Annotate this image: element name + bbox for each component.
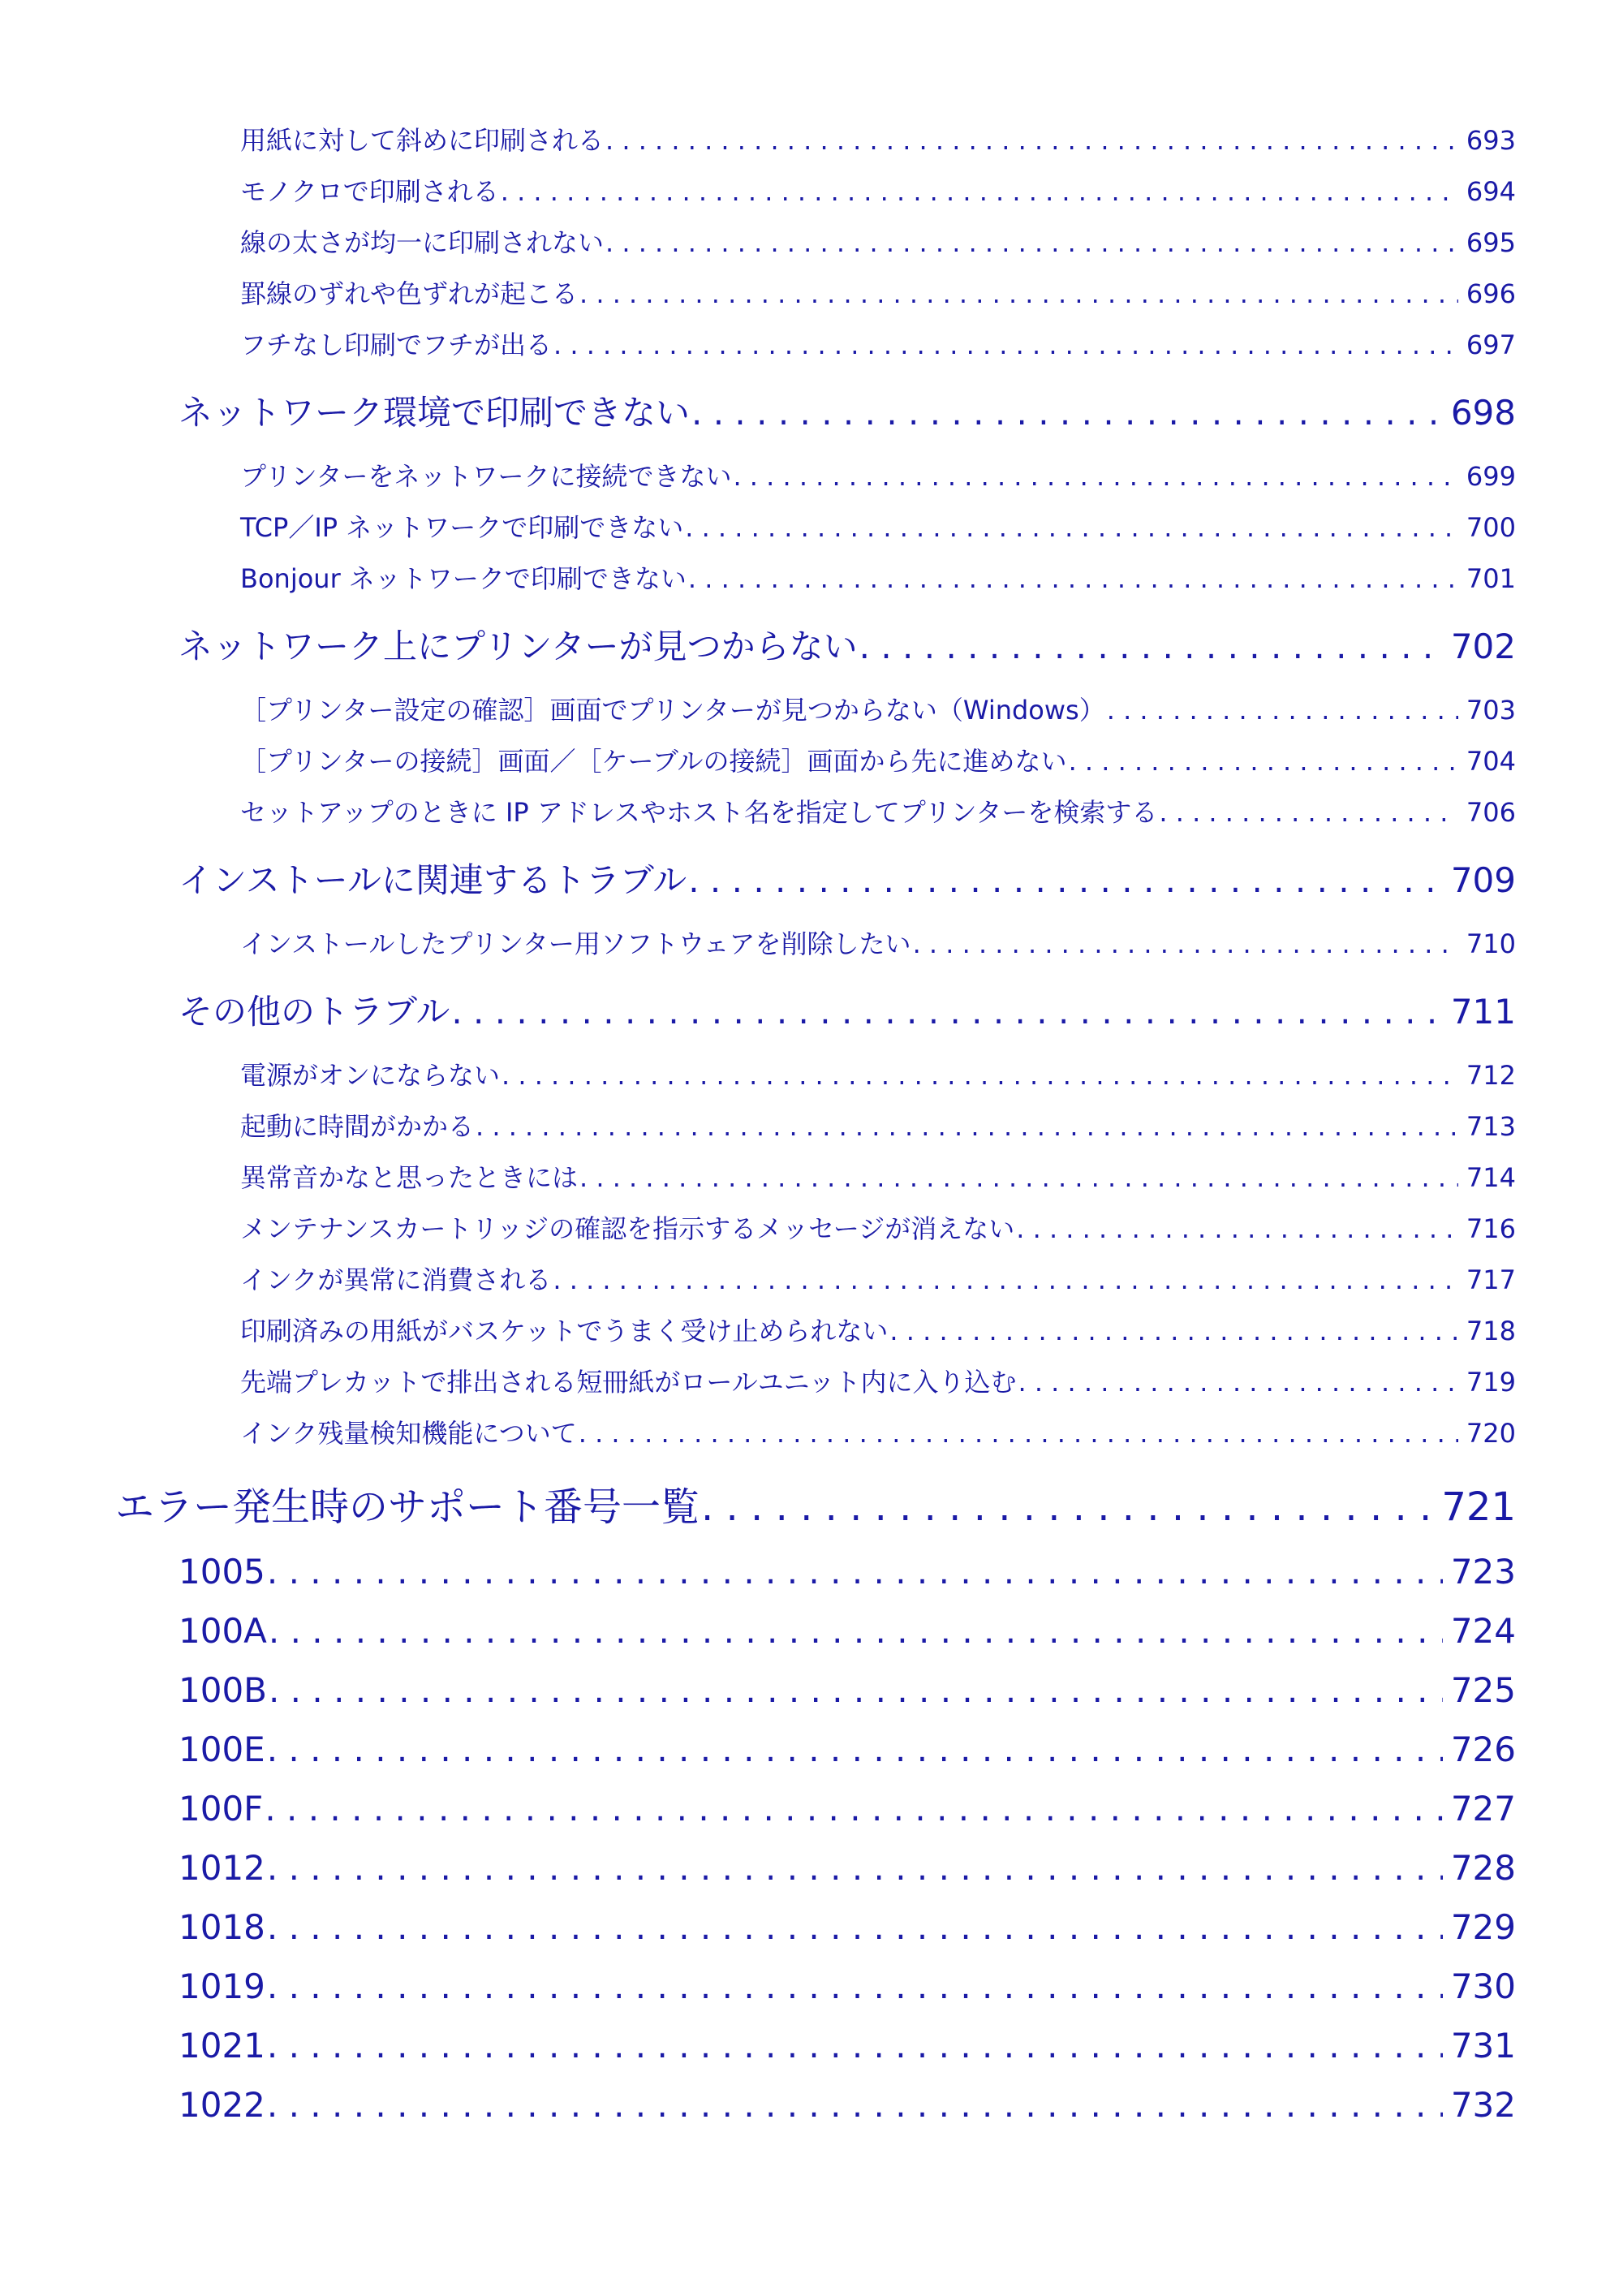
toc-section-entry[interactable] <box>179 1730 1516 1769</box>
toc-page-number: 701 <box>1466 563 1516 594</box>
dot-leader <box>267 2085 1443 2125</box>
dot-leader <box>501 176 1458 207</box>
dot-leader <box>733 461 1457 492</box>
dot-leader <box>269 1670 1443 1710</box>
toc-page-number: 720 <box>1466 1418 1516 1449</box>
toc-entry-title: モノクロで印刷される <box>240 176 499 207</box>
toc-entry[interactable] <box>240 741 1516 778</box>
toc-entry[interactable] <box>240 325 1516 362</box>
dot-leader <box>265 1789 1443 1829</box>
dot-leader <box>579 1418 1458 1449</box>
toc-page-number: 713 <box>1466 1111 1516 1142</box>
toc-entry-title: 罫線のずれや色ずれが起こる <box>240 278 579 309</box>
toc-page-number: 717 <box>1466 1264 1516 1295</box>
toc-entry[interactable] <box>240 120 1516 157</box>
dot-leader <box>553 1264 1458 1295</box>
toc-entry[interactable] <box>240 1413 1516 1450</box>
dot-leader <box>553 330 1458 360</box>
toc-entry-title: メンテナンスカートリッジの確認を指示するメッセージが消えない <box>240 1213 1015 1244</box>
toc-section-entry[interactable] <box>179 1611 1516 1651</box>
toc-page-number: 719 <box>1466 1367 1516 1398</box>
dot-leader <box>267 1966 1443 2006</box>
dot-leader <box>1107 695 1458 726</box>
toc-entry[interactable] <box>240 507 1516 545</box>
toc-page-number: 728 <box>1450 1848 1516 1888</box>
toc-page-number: 716 <box>1466 1213 1516 1244</box>
toc-entry[interactable] <box>240 1311 1516 1348</box>
toc-entry-title: 100B <box>179 1670 267 1710</box>
toc-page-number: 724 <box>1450 1611 1516 1651</box>
toc-entry-title: 1019 <box>179 1966 265 2006</box>
toc-entry[interactable] <box>240 1208 1516 1246</box>
toc-entry-title: エラー発生時のサポート番号一覧 <box>115 1484 700 1530</box>
dot-leader <box>267 1907 1443 1947</box>
toc-page-number: 727 <box>1450 1789 1516 1829</box>
toc-page-number: 697 <box>1466 330 1516 360</box>
toc-page-number: 700 <box>1466 512 1516 543</box>
toc-page-number: 695 <box>1466 227 1516 258</box>
dot-leader <box>579 1162 1458 1193</box>
toc-entry-title: プリンターをネットワークに接続できない <box>240 461 732 492</box>
toc-entry-title: 印刷済みの用紙がバスケットでうまく受け止められない <box>240 1316 889 1346</box>
dot-leader <box>476 1111 1458 1142</box>
toc-page-number: 731 <box>1450 2026 1516 2066</box>
toc-page-number: 709 <box>1450 860 1516 900</box>
toc-entry[interactable] <box>240 1106 1516 1144</box>
toc-entry-title: TCP／IP ネットワークで印刷できない <box>240 512 684 543</box>
toc-page-number: 693 <box>1466 125 1516 156</box>
toc-entry[interactable] <box>240 222 1516 260</box>
dot-leader <box>502 1060 1458 1091</box>
toc-entry-title: インクが異常に消費される <box>240 1264 552 1295</box>
dot-leader <box>451 992 1443 1032</box>
toc-entry-title: ［プリンターの接続］画面／［ケーブルの接続］画面から先に進めない <box>240 746 1067 777</box>
dot-leader <box>267 2026 1443 2066</box>
toc-page-number: 712 <box>1466 1060 1516 1091</box>
toc-entry[interactable] <box>240 1260 1516 1297</box>
toc-entry-title: フチなし印刷でフチが出る <box>240 330 553 360</box>
dot-leader <box>267 1730 1443 1769</box>
toc-section-entry[interactable] <box>179 1789 1516 1829</box>
dot-leader <box>688 563 1458 594</box>
toc-page-number: 729 <box>1450 1907 1516 1947</box>
toc-entry[interactable] <box>240 792 1516 829</box>
toc-page-number: 723 <box>1450 1552 1516 1592</box>
dot-leader <box>267 1552 1443 1592</box>
toc-entry-title: 1018 <box>179 1907 265 1947</box>
dot-leader <box>1069 746 1458 777</box>
toc-entry-title: ネットワーク上にプリンターが見つからない <box>179 627 858 666</box>
toc-section-entry[interactable] <box>179 1670 1516 1710</box>
dot-leader <box>605 227 1458 258</box>
toc-entry[interactable] <box>240 456 1516 493</box>
toc-page-number: 714 <box>1466 1162 1516 1193</box>
toc-section-entry[interactable] <box>179 854 1516 902</box>
dot-leader <box>913 928 1458 959</box>
toc-page-number: 725 <box>1450 1670 1516 1710</box>
toc-section-entry[interactable] <box>179 2085 1516 2125</box>
dot-leader <box>889 1316 1458 1346</box>
toc-entry[interactable] <box>240 1362 1516 1399</box>
toc-entry-title: 100A <box>179 1611 267 1651</box>
toc-page-number: 699 <box>1466 461 1516 492</box>
toc-entry-title: 1005 <box>179 1552 265 1592</box>
toc-page-number: 732 <box>1450 2085 1516 2125</box>
toc-chapter-entry[interactable] <box>115 1475 1516 1531</box>
toc-section-entry[interactable] <box>179 1552 1516 1592</box>
toc-section-entry[interactable] <box>179 1907 1516 1947</box>
toc-page-number: 702 <box>1450 627 1516 666</box>
toc-entry-title: その他のトラブル <box>179 992 450 1032</box>
toc-entry-title: 用紙に対して斜めに印刷される <box>240 125 605 156</box>
toc-section-entry[interactable] <box>179 1966 1516 2006</box>
toc-page-number: 696 <box>1466 278 1516 309</box>
toc-entry-title: 線の太さが均一に印刷されない <box>240 227 605 258</box>
toc-entry[interactable] <box>240 274 1516 311</box>
toc-section-entry[interactable] <box>179 2026 1516 2066</box>
toc-entry-title: 先端プレカットで排出される短冊紙がロールユニット内に入り込む <box>240 1367 1017 1398</box>
toc-entry-title: 1012 <box>179 1848 265 1888</box>
toc-entry-title: 起動に時間がかかる <box>240 1111 475 1142</box>
toc-entry-title: 1022 <box>179 2085 265 2125</box>
toc-page-number: 703 <box>1466 695 1516 726</box>
toc-entry-title: 1021 <box>179 2026 265 2066</box>
toc-entry[interactable] <box>240 1157 1516 1195</box>
toc-page-number: 710 <box>1466 928 1516 959</box>
toc-page-number: 718 <box>1466 1316 1516 1346</box>
dot-leader <box>269 1611 1443 1651</box>
toc-entry-title: 100E <box>179 1730 265 1769</box>
toc-entry-title: ネットワーク環境で印刷できない <box>179 393 691 433</box>
toc-section-entry[interactable] <box>179 985 1516 1034</box>
dot-leader <box>685 512 1458 543</box>
toc-entry-title: 異常音かなと思ったときには <box>240 1162 579 1193</box>
toc-entry[interactable] <box>240 924 1516 961</box>
toc-page-number: 704 <box>1466 746 1516 777</box>
toc-entry-title: ［プリンター設定の確認］画面でプリンターが見つからない（Windows） <box>240 695 1105 726</box>
toc-entry-title: 100F <box>179 1789 264 1829</box>
toc-page-number: 726 <box>1450 1730 1516 1769</box>
toc-section-entry[interactable] <box>179 1848 1516 1888</box>
dot-leader <box>688 860 1443 900</box>
dot-leader <box>1159 797 1458 828</box>
toc-entry[interactable] <box>240 1055 1516 1092</box>
toc-page-number: 706 <box>1466 797 1516 828</box>
toc-entry[interactable] <box>240 690 1516 727</box>
toc-section-entry[interactable] <box>179 620 1516 669</box>
toc-entry-title: 電源がオンにならない <box>240 1060 501 1091</box>
toc-page-number: 694 <box>1466 176 1516 207</box>
toc-section-entry[interactable] <box>179 386 1516 435</box>
toc-entry-title: Bonjour ネットワークで印刷できない <box>240 563 687 594</box>
dot-leader <box>579 278 1458 309</box>
toc-page-number: 698 <box>1450 393 1516 433</box>
toc-entry-title: インク残量検知機能について <box>240 1418 577 1449</box>
dot-leader <box>1016 1213 1458 1244</box>
toc-entry-title: インストールしたプリンター用ソフトウェアを削除したい <box>240 928 911 959</box>
toc-page-number: 730 <box>1450 1966 1516 2006</box>
dot-leader <box>691 393 1443 433</box>
dot-leader <box>701 1484 1433 1530</box>
toc-entry[interactable] <box>240 171 1516 209</box>
toc-entry-title: インストールに関連するトラブル <box>179 860 687 900</box>
toc-entry[interactable] <box>240 558 1516 596</box>
dot-leader <box>1018 1367 1457 1398</box>
dot-leader <box>267 1848 1443 1888</box>
dot-leader <box>605 125 1458 156</box>
dot-leader <box>859 627 1443 666</box>
toc-entry-title: セットアップのときに IP アドレスやホスト名を指定してプリンターを検索する <box>240 797 1158 828</box>
toc-page-number: 711 <box>1450 992 1516 1032</box>
toc-page-number: 721 <box>1441 1484 1516 1530</box>
